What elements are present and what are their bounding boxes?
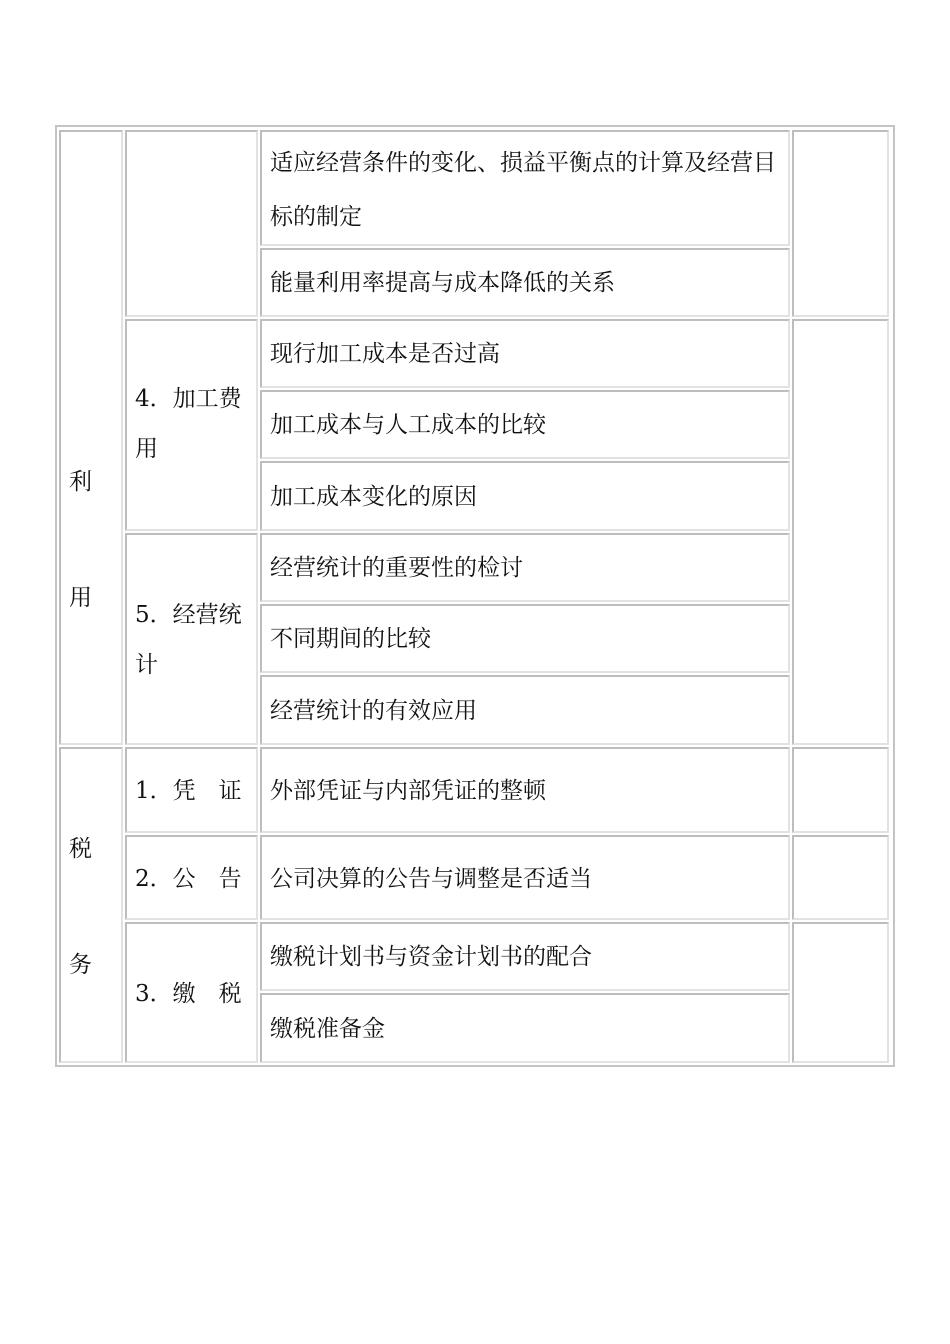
item-cell [260,390,790,459]
group-label-cell [125,533,258,745]
category-cell-liyong [59,130,123,745]
item-cell [260,319,790,388]
item-cell [260,835,790,920]
item-cell [260,248,790,317]
item-cell [260,604,790,673]
item-text: 缴税准备金 [270,1016,385,1042]
group-label: 3．缴 税 [135,981,242,1007]
remarks-cell [792,747,889,833]
item-cell [260,922,790,991]
category-char: 利 [69,469,92,495]
item-cell [260,130,790,246]
item-text: 外部凭证与内部凭证的整顿 [270,778,546,804]
group-label-cell [125,747,258,833]
item-text: 加工成本与人工成本的比较 [270,412,546,438]
item-text: 能量利用率提高与成本降低的关系 [270,270,615,296]
group-label: 4．加工费用 [135,386,242,462]
item-text: 不同期间的比较 [270,626,431,652]
category-char: 用 [69,585,92,611]
group-label: 1．凭 证 [135,778,242,804]
group-label: 2．公 告 [135,866,242,892]
remarks-cell [792,922,889,1063]
item-text: 缴税计划书与资金计划书的配合 [270,944,592,970]
group-label-cell [125,130,258,317]
remarks-cell [792,835,889,920]
category-char: 税 [69,836,92,862]
item-text: 现行加工成本是否过高 [270,341,500,367]
item-cell [260,675,790,745]
item-text: 经营统计的重要性的检讨 [270,555,523,581]
category-char: 务 [69,952,92,978]
item-cell [260,533,790,602]
category-cell-shuiwu [59,747,123,1063]
group-label: 5．经营统计 [135,602,242,678]
item-text: 公司决算的公告与调整是否适当 [270,866,592,892]
item-cell [260,993,790,1063]
group-label-cell [125,319,258,531]
item-text: 适应经营条件的变化、损益平衡点的计算及经营目标的制定 [270,150,776,230]
remarks-cell [792,130,889,317]
group-label-cell [125,922,258,1063]
group-label-cell [125,835,258,920]
item-cell [260,747,790,833]
item-text: 经营统计的有效应用 [270,698,477,724]
remarks-cell [792,319,889,745]
item-text: 加工成本变化的原因 [270,484,477,510]
item-cell [260,461,790,531]
